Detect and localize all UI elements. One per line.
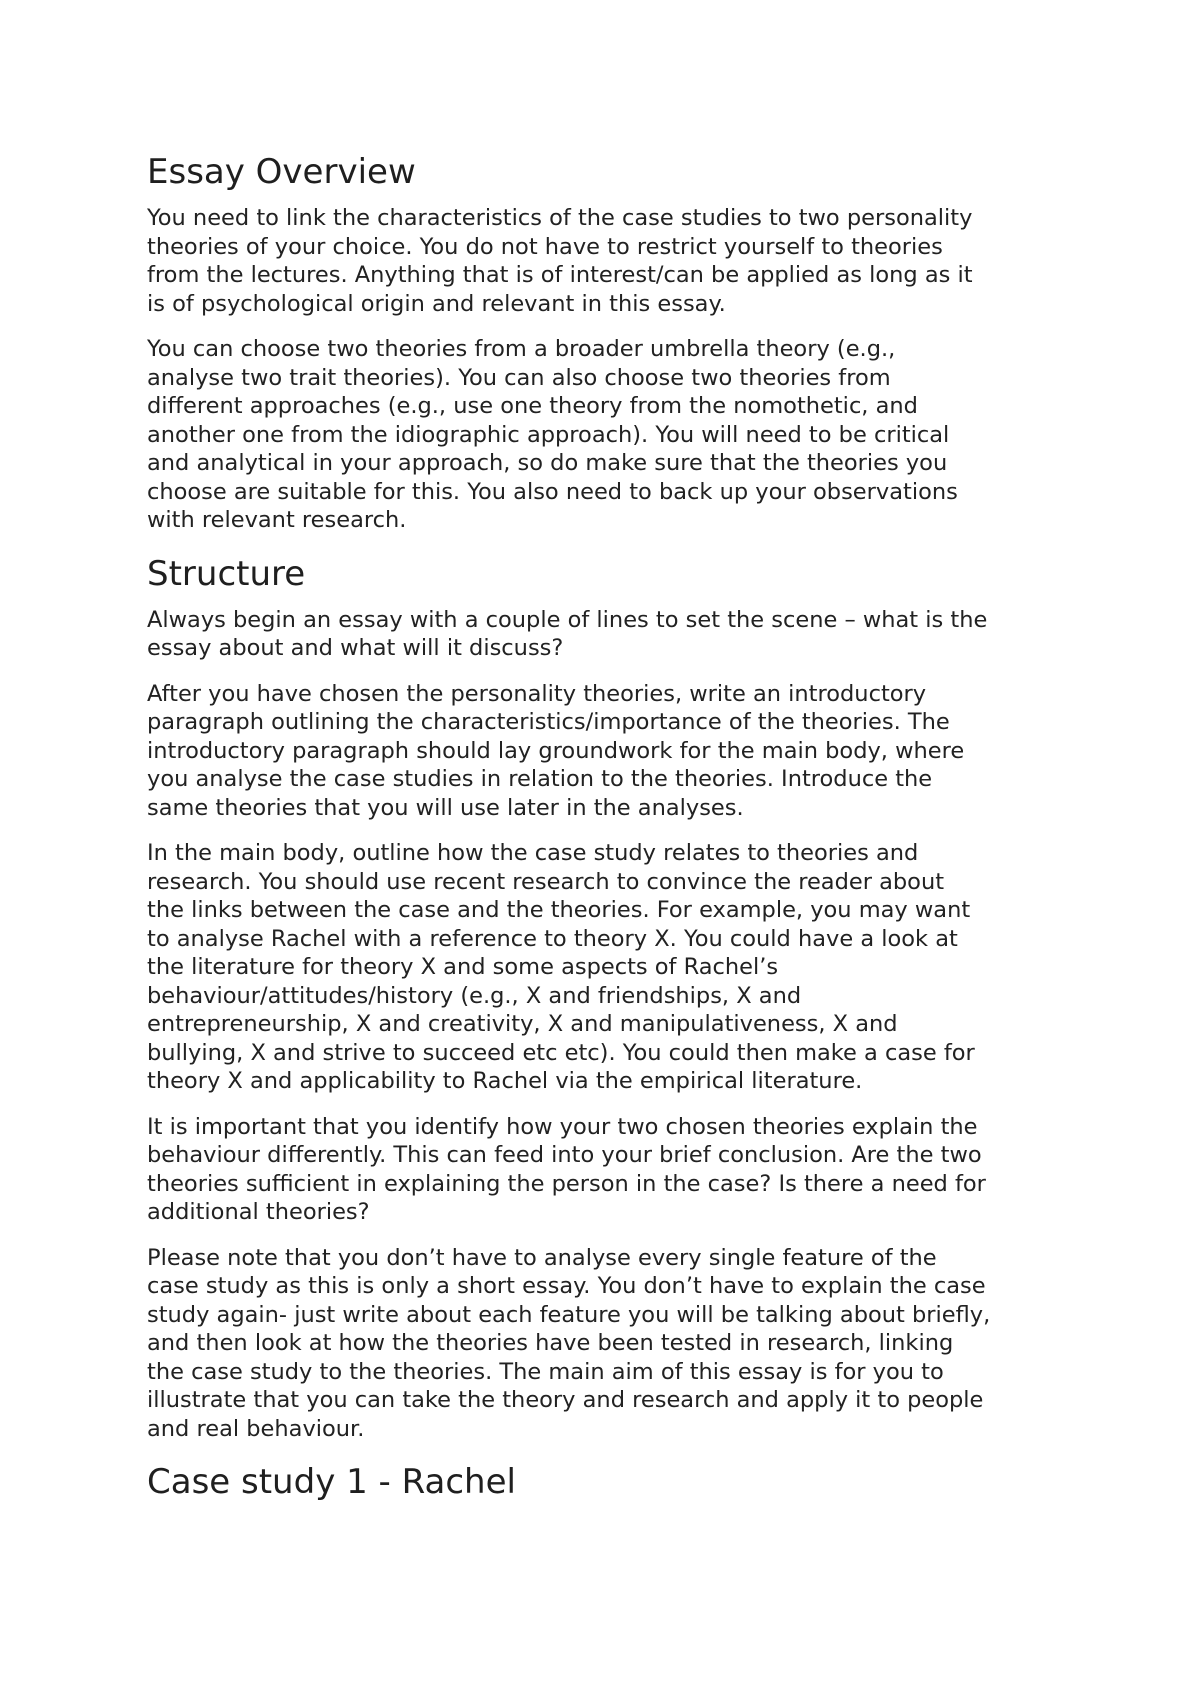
- section-case-study-1: [147, 1460, 1077, 1504]
- document-page: [147, 150, 1077, 1514]
- paragraph: Always begin an essay with a couple of lines to set the scene – what is the essay about and what will it discuss?: [147, 606, 988, 661]
- section-heading: Structure: [147, 553, 306, 594]
- section-essay-overview: [147, 150, 1077, 535]
- section-heading: Essay Overview: [147, 152, 416, 192]
- section-structure: [147, 552, 1077, 1444]
- paragraph: You can choose two theories from a broader umbrella theory (e.g., analyse two trait theories). You can also choose two theories from different approaches (e.g., use one theory from the nomothetic, and another one from the idiographic approach). You will need to be critical and analytical in your approach, so do make sure that the theories you choose are suitable for this. You also need to back up your observations with relevant research.: [147, 336, 958, 533]
- section-heading: Case study 1 - Rachel: [147, 1462, 516, 1502]
- paragraph: After you have chosen the personality theories, write an introductory paragraph outlining the characteristics/importance of the theories. The introductory paragraph should lay groundwork for the main body, where you analyse the case studies in relation to the theories. Introduce the same theories that you will use later in the analyses.: [147, 680, 965, 821]
- paragraph: In the main body, outline how the case study relates to theories and research. You should use recent research to convince the reader about the links between the case and the theories. For example, you may want to analyse Rachel with a reference to theory X. You could have a look at the literature for theory X and some aspects of Rachel’s behaviour/attitudes/history (e.g., X and friendships, X and entrepreneurship, X and creativity, X and manipulativeness, X and bullying, X and strive to succeed etc etc). You could then make a case for theory X and applicability to Rachel via the empirical literature.: [147, 840, 975, 1094]
- paragraph: You need to link the characteristics of the case studies to two personality theories of your choice. You do not have to restrict yourself to theories from the lectures. Anything that is of interest/can be applied as long as it is of psychological origin and relevant in this essay.: [147, 205, 973, 317]
- paragraph: It is important that you identify how your two chosen theories explain the behaviour differently. This can feed into your brief conclusion. Are the two theories sufficient in explaining the person in the case? Is there a need for additional theories?: [147, 1113, 986, 1225]
- paragraph: Please note that you don’t have to analyse every single feature of the case study as this is only a short essay. You don’t have to explain the case study again- just write about each feature you will be talking about briefly, and then look at how the theories have been tested in research, linking the case study to the theories. The main aim of this essay is for you to illustrate that you can take the theory and research and apply it to people and real behaviour.: [147, 1244, 991, 1442]
